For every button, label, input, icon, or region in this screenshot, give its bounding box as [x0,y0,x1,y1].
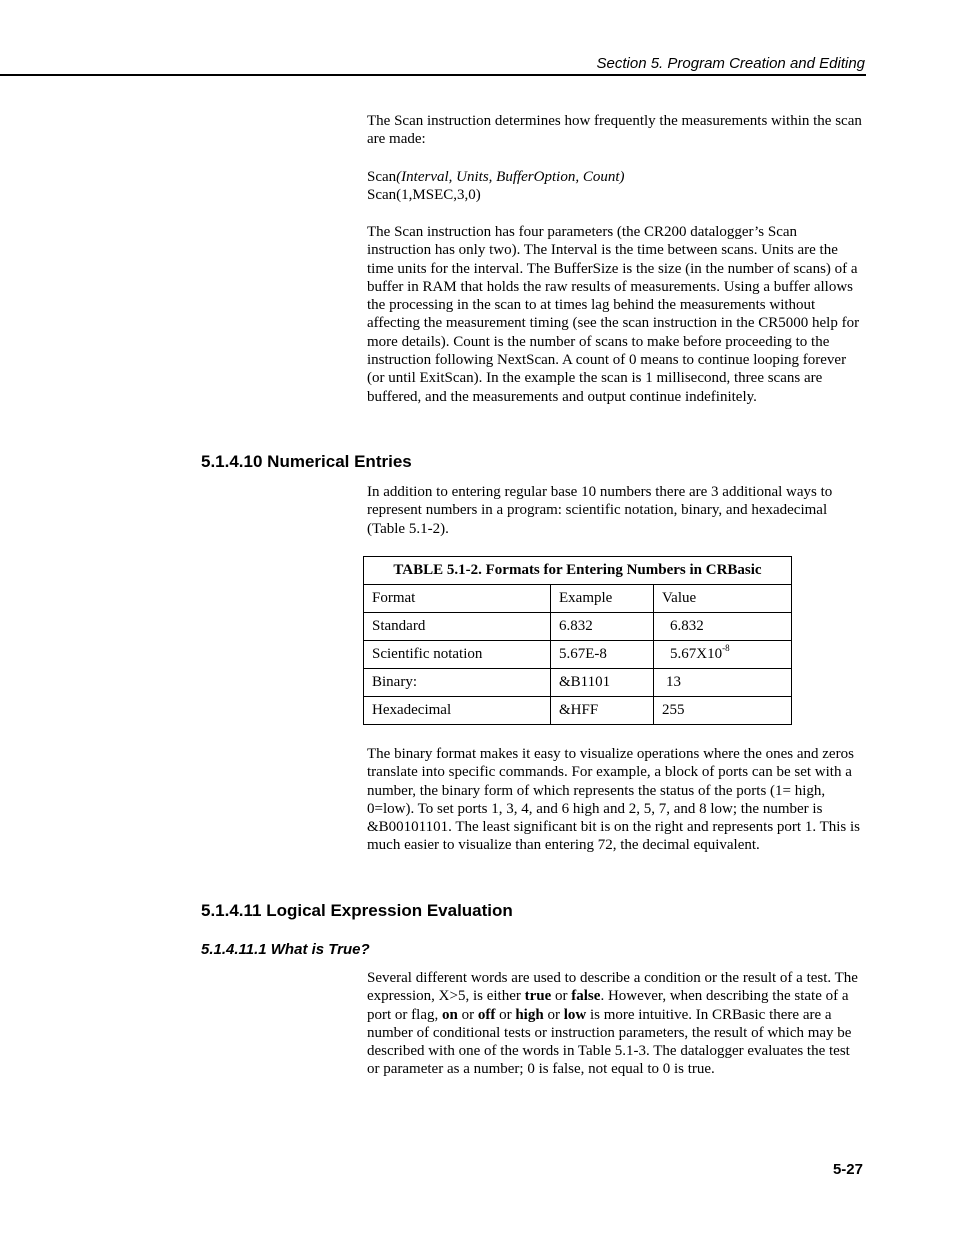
cell-format: Hexadecimal [364,697,551,725]
cell-example: &HFF [551,697,654,725]
term-false: false [571,988,601,1005]
text-run: or [551,988,572,1005]
table-caption: TABLE 5.1-2. Formats for Entering Numbers in CRBasic [364,557,792,585]
cell-example: 6.832 [551,613,654,641]
table-row [364,613,792,641]
formats-table [363,556,792,725]
cell-value [654,641,792,669]
text-run: or [543,1006,564,1023]
term-high: high [515,1006,544,1023]
what-is-true-paragraph [367,969,864,1079]
scan-intro-paragraph: The Scan instruction determines how frequently the measurements within the scan are made: [367,113,862,148]
cell-example: 5.67E-8 [551,641,654,669]
table-header-row [364,585,792,613]
cell-value-base: 5.67X10 [670,646,723,662]
col-header-example: Example [551,585,654,613]
scan-syntax-params: (Interval, Units, BufferOption, Count) [396,169,625,185]
scan-parameters-paragraph: The Scan instruction has four parameters (the CR200 datalogger’s Scan instruction has only two). The Interval is the time between scans. Units are the time units for the interval. The BufferSize is the size (in the number of scans) of a buffer in RAM that holds the raw results of measurements. Using a buffer allows the processing in the scan to at times lag behind the measurements without affecting the measurement timing (see the scan instruction in the CR5000 help for more details). Count is the number of scans to make before proceeding to the instruction following NextScan. A count of 0 means to continue looping forever (or until ExitScan). In the example the scan is 1 millisecond, three scans are buffered, and the measurements and output continue indefinitely. [367,224,860,405]
header-rule [0,74,866,76]
text-run: is more intuitive. In CRBasic there are a number of conditional tests or instruction parameters, the result of which may be described with one of the words in Table 5.1-3. The datalogger evaluates the test or parameter as a number; 0 is false, not equal to 0 is true. [367,1006,852,1078]
cell-value-exponent: -8 [722,643,730,653]
col-header-value: Value [654,585,792,613]
cell-value: 255 [654,697,792,725]
text-run: or [457,1006,478,1023]
text-run: . However, when describing the state of a port or flag, [367,988,849,1023]
page-number: 5-27 [832,1161,863,1178]
term-on: on [441,1006,458,1023]
running-header: Section 5. Program Creation and Editing [596,55,865,72]
table-row [364,697,792,725]
numerical-entries-paragraph: In addition to entering regular base 10 numbers there are 3 additional ways to represent numbers in a program: scientific notation, binary, and hexadecimal (Table 5.1-2). [367,484,833,537]
term-off: off [477,1006,496,1023]
binary-format-paragraph: The binary format makes it easy to visualize operations where the ones and zeros translate into specific commands. For example, a block of ports can be set with a number, the binary form of which represents the status of the ports (1= high, 0=low). To set ports 1, 3, 4, and 6 high and 2, 5, 7, and 8 low; the number is &B00101101. The least significant bit is on the right and represents port 1. This is much easier to visualize than entering 72, the decimal equivalent. [367,746,860,854]
heading-numerical-entries: 5.1.4.10 Numerical Entries [201,452,412,471]
cell-format: Standard [364,613,551,641]
term-true: true [524,988,552,1005]
term-low: low [563,1006,587,1023]
cell-value: 13 [654,669,792,697]
cell-format: Scientific notation [364,641,551,669]
cell-format: Binary: [364,669,551,697]
cell-value: 6.832 [654,613,792,641]
scan-syntax-prefix: Scan [367,169,397,185]
cell-example: &B1101 [551,669,654,697]
table-row [364,641,792,669]
table-row [364,669,792,697]
heading-logical-expression: 5.1.4.11 Logical Expression Evaluation [201,901,513,920]
scan-example: Scan(1,MSEC,3,0) [367,187,481,203]
text-run: Several different words are used to describe a condition or the result of a test. The expression, X>5, is either [367,970,858,1005]
scan-syntax [367,168,864,186]
subheading-what-is-true: 5.1.4.11.1 What is True? [201,941,370,958]
col-header-format: Format [364,585,551,613]
text-run: or [495,1006,516,1023]
